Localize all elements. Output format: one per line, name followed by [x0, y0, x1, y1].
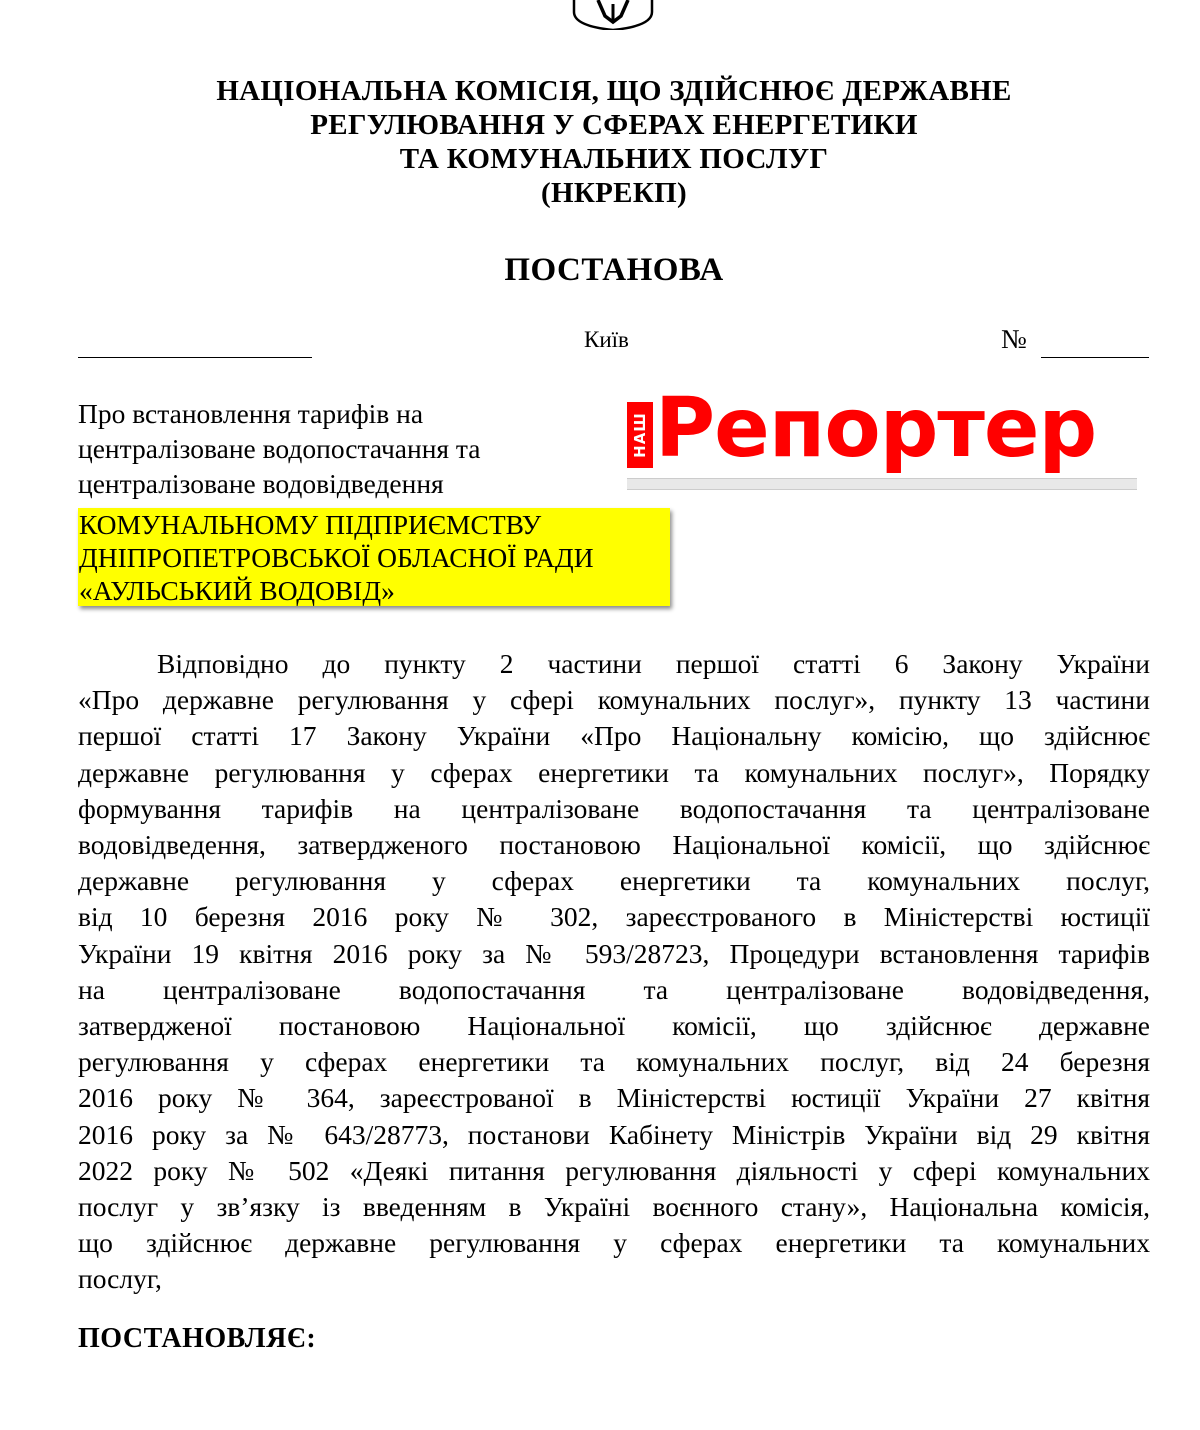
header-line: РЕГУЛЮВАННЯ У СФЕРАХ ЕНЕРГЕТИКИ: [310, 109, 918, 141]
date-blank-line: [78, 357, 312, 358]
paragraph-line: що здійснює державне регулювання у сферах енергетики та комунальних: [78, 1227, 1150, 1259]
paragraph-line: на централізоване водопостачання та централізоване водовідведення,: [78, 973, 1150, 1005]
paragraph-line: першої статті 17 Закону України «Про Національну комісію, що здійснює: [78, 720, 1150, 752]
coat-of-arms-icon: [572, 0, 654, 30]
paragraph-line: затвердженої постановою Національної комісії, що здійснює державне: [78, 1010, 1150, 1042]
highlight-line: «АУЛЬСЬКИЙ ВОДОВІД»: [79, 575, 395, 606]
header-line: ТА КОМУНАЛЬНИХ ПОСЛУГ: [399, 143, 829, 175]
number-blank-line: [1041, 357, 1149, 358]
subject-line: Про встановлення тарифів на: [78, 398, 424, 429]
paragraph-line: послуг у зв’язку із введенням в Україні воєнного стану», Національна комісія,: [78, 1191, 1150, 1223]
paragraph-line: України 19 квітня 2016 року за № 593/28723, Процедури встановлення тарифів: [78, 937, 1150, 969]
highlight-line: ДНІПРОПЕТРОВСЬКОЇ ОБЛАСНОЇ РАДИ: [79, 542, 594, 573]
header-line: (НКРЕКП): [541, 177, 687, 209]
paragraph-line: Відповідно до пункту 2 частини першої статті 6 Закону України: [157, 648, 1150, 679]
paragraph-line: від 10 березня 2016 року № 302, зареєстрованого в Міністерстві юстиції: [78, 901, 1150, 933]
decree-title: ПОСТАНОВА: [504, 252, 724, 288]
logo-underline-bar: [627, 478, 1137, 490]
preamble-paragraph: [78, 646, 1150, 1298]
city-label: Київ: [584, 327, 629, 352]
paragraph-line: державне регулювання у сферах енергетики та комунальних послуг», Порядку: [78, 756, 1150, 788]
paragraph-line: формування тарифів на централізоване водопостачання та централізоване: [78, 792, 1150, 824]
header-line: НАЦІОНАЛЬНА КОМІСІЯ, ЩО ЗДІЙСНЮЄ ДЕРЖАВНЕ: [216, 75, 1012, 107]
decree-subject: [78, 396, 638, 501]
logo-wordmark: Репортер: [655, 381, 1097, 476]
highlighted-company-name: [78, 508, 670, 606]
logo-nash-tag: [627, 402, 653, 468]
highlight-line: КОМУНАЛЬНОМУ ПІДПРИЄМСТВУ: [79, 509, 542, 540]
logo-nash-text: НАШ: [631, 412, 649, 458]
paragraph-line: послуг,: [78, 1263, 162, 1295]
nash-reporter-logo: [627, 381, 1137, 490]
paragraph-line: регулювання у сферах енергетики та комунальних послуг, від 24 березня: [78, 1046, 1150, 1078]
paragraph-line: водовідведення, затвердженого постановою Національної комісії, що здійснює: [78, 829, 1150, 861]
paragraph-line: 2016 року за № 643/28773, постанови Кабінету Міністрів України від 29 квітня: [78, 1118, 1150, 1150]
subject-line: централізоване водовідведення: [78, 468, 444, 499]
number-sign: №: [1001, 324, 1027, 354]
paragraph-line: 2016 року № 364, зареєстрованої в Міністерстві юстиції України 27 квітня: [78, 1082, 1150, 1114]
paragraph-line: державне регулювання у сферах енергетики та комунальних послуг,: [78, 865, 1150, 897]
subject-line: централізоване водопостачання та: [78, 433, 481, 464]
paragraph-line: «Про державне регулювання у сфері комунальних послуг», пункту 13 частини: [78, 684, 1150, 716]
paragraph-line: 2022 року № 502 «Деякі питання регулювання діяльності у сфері комунальних: [78, 1154, 1150, 1186]
resolves-heading: ПОСТАНОВЛЯЄ:: [78, 1323, 317, 1354]
commission-header: [0, 74, 1200, 210]
